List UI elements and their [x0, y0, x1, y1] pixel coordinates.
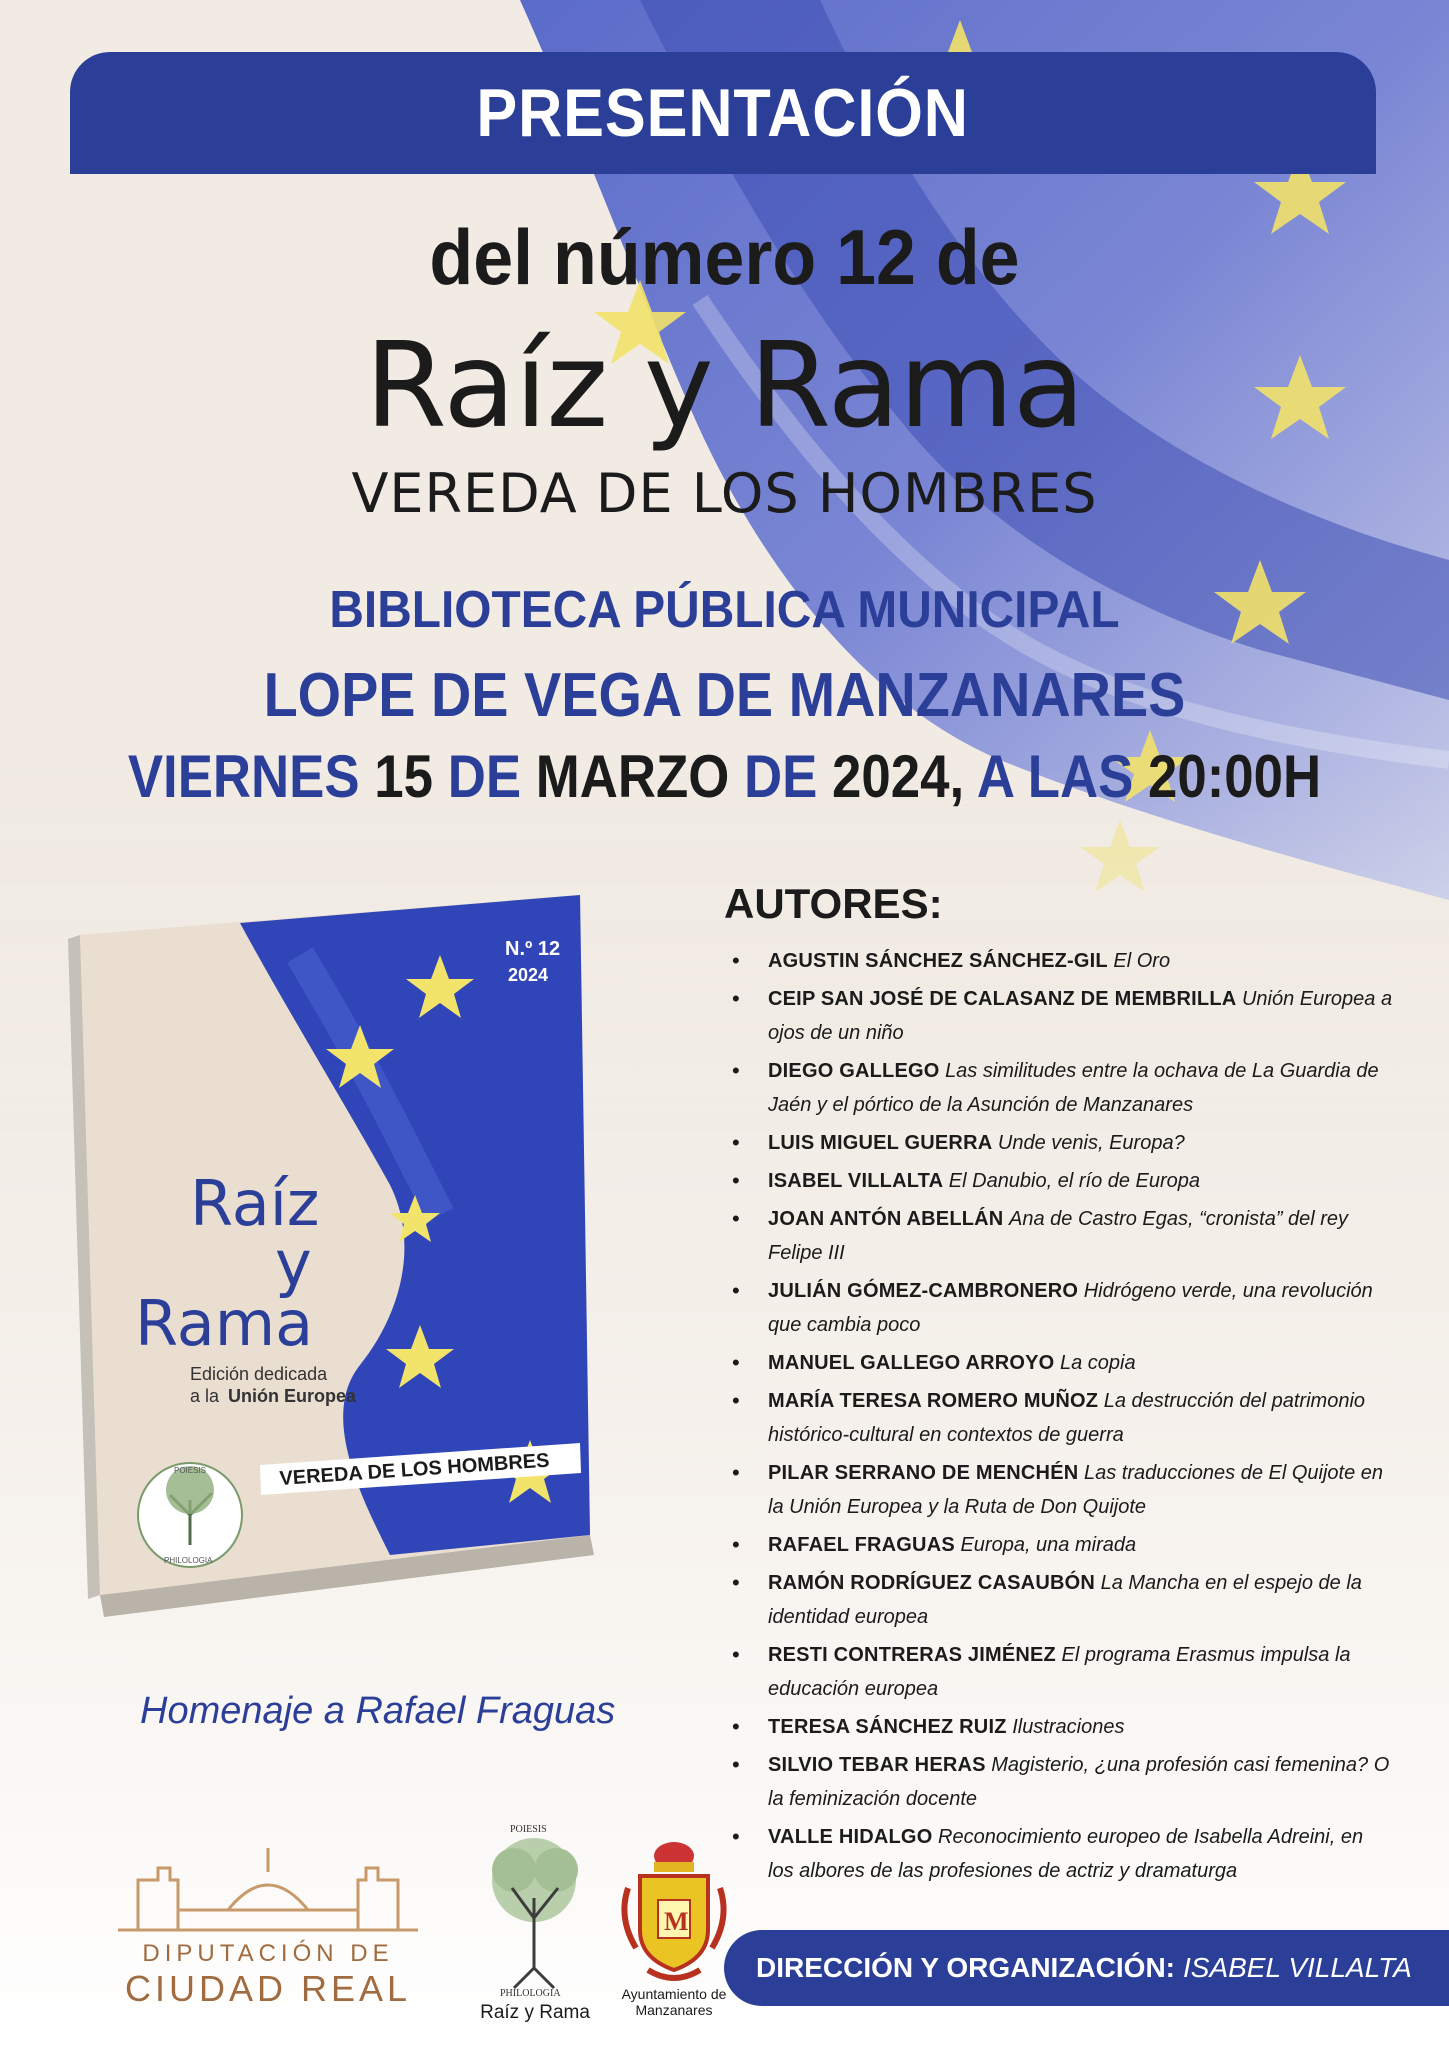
manzanares-shield-logo — [618, 1838, 730, 1986]
author-item — [724, 1710, 1394, 1744]
author-work: El Danubio, el río de Europa — [948, 1170, 1201, 1192]
author-work: Las traducciones de El Quijote en la Unión Europea y la Ruta de Don Quijote — [768, 1462, 1384, 1518]
bullet-icon: • — [732, 1206, 740, 1231]
cover-band: VEREDA DE LOS HOMBRES — [278, 1449, 551, 1490]
author-item — [724, 1346, 1394, 1380]
homenaje-text: Homenaje a Rafael Fraguas — [140, 1690, 616, 1732]
bullet-icon: • — [732, 1460, 740, 1485]
author-name: ISABEL VILLALTA — [768, 1170, 944, 1192]
author-name: AGUSTIN SÁNCHEZ SÁNCHEZ-GIL — [768, 950, 1108, 972]
bullet-icon: • — [732, 1168, 740, 1193]
banner-title: PRESENTACIÓN — [476, 75, 970, 151]
bullet-icon: • — [732, 1642, 740, 1667]
diputacion-line-1: DIPUTACIÓN DE — [142, 1940, 394, 1967]
shield-letter: M — [664, 1907, 689, 1936]
bullet-icon: • — [732, 1752, 740, 1777]
footer-label: DIRECCIÓN Y ORGANIZACIÓN: — [756, 1952, 1175, 1983]
author-work: Unde venis, Europa? — [997, 1132, 1185, 1154]
author-name: RESTI CONTRERAS JIMÉNEZ — [768, 1644, 1056, 1666]
cover-title-3: Rama — [135, 1287, 314, 1360]
magazine-title: Raíz y Rama — [364, 316, 1085, 454]
presentation-banner — [70, 52, 1376, 174]
bullet-icon: • — [732, 1130, 740, 1155]
author-name: CEIP SAN JOSÉ DE CALASANZ DE MEMBRILLA — [768, 988, 1237, 1010]
author-item — [724, 1274, 1394, 1342]
author-work: La Mancha en el espejo de la identidad europea — [768, 1572, 1362, 1628]
author-work: Hidrógeno verde, una revolución que cambia poco — [768, 1280, 1373, 1336]
author-item — [724, 1164, 1394, 1198]
author-item — [724, 1054, 1394, 1122]
date-time: 20:00H — [1147, 743, 1322, 810]
ayuntamiento-line-2: Manzanares — [635, 2002, 713, 2018]
author-work: Europa, una mirada — [960, 1534, 1137, 1556]
author-work: La copia — [1060, 1352, 1136, 1374]
author-name: MANUEL GALLEGO ARROYO — [768, 1352, 1055, 1374]
bullet-icon: • — [732, 1350, 740, 1375]
bullet-icon: • — [732, 1532, 740, 1557]
cover-edition-2 — [190, 1386, 357, 1406]
author-work: Unión Europea a ojos de un niño — [768, 988, 1393, 1044]
author-name: RAFAEL FRAGUAS — [768, 1534, 955, 1556]
author-name: JULIÁN GÓMEZ-CAMBRONERO — [768, 1280, 1079, 1302]
author-work: Magisterio, ¿una profesión casi femenina? O la feminización docente — [768, 1754, 1390, 1810]
venue-line-2: LOPE DE VEGA DE MANZANARES — [263, 661, 1186, 730]
author-item — [724, 1820, 1394, 1888]
poiesis-tree-logo — [468, 1818, 600, 1998]
author-name: VALLE HIDALGO — [768, 1826, 933, 1848]
author-item — [724, 1566, 1394, 1634]
venue-line-1: BIBLIOTECA PÚBLICA MUNICIPAL — [329, 581, 1120, 639]
cover-edition-1: Edición dedicada — [190, 1364, 328, 1384]
ayuntamiento-line-1: Ayuntamiento de — [621, 1986, 727, 2002]
cover-title-1: Raíz — [190, 1167, 320, 1240]
author-name: DIEGO GALLEGO — [768, 1060, 940, 1082]
magazine-subtitle: VEREDA DE LOS HOMBRES — [351, 462, 1098, 525]
author-work: Ilustraciones — [1012, 1716, 1125, 1738]
bullet-icon: • — [732, 1570, 740, 1595]
cover-issue: N.º 12 — [505, 938, 561, 960]
date-day: 15 — [374, 743, 434, 810]
author-work: Ana de Castro Egas, “cronista” del rey Felipe III — [768, 1208, 1349, 1264]
date-year: 2024, — [832, 743, 965, 810]
author-item — [724, 982, 1394, 1050]
cover-edition-2-prefix: a la — [190, 1386, 220, 1406]
date-a-las: A LAS — [976, 743, 1134, 810]
bullet-icon: • — [732, 1278, 740, 1303]
organization-footer — [724, 1930, 1449, 2006]
author-name: JOAN ANTÓN ABELLÁN — [768, 1208, 1004, 1230]
poiesis-bottom-text: PHILOLOGIA — [500, 1988, 561, 1998]
author-work: El Oro — [1113, 950, 1171, 972]
author-item — [724, 1748, 1394, 1816]
author-name: TERESA SÁNCHEZ RUIZ — [768, 1716, 1007, 1738]
author-name: SILVIO TEBAR HERAS — [768, 1754, 986, 1776]
authors-list — [724, 944, 1394, 1892]
cover-edition-2-bold: Unión Europea — [228, 1386, 357, 1406]
issue-subtitle: del número 12 de — [429, 213, 1020, 301]
cover-year: 2024 — [508, 965, 549, 985]
bullet-icon: • — [732, 1714, 740, 1739]
author-item — [724, 944, 1394, 978]
author-work: Las similitudes entre la ochava de La Guardia de Jaén y el pórtico de la Asunción de Manzanares — [768, 1060, 1379, 1116]
authors-heading: AUTORES: — [724, 880, 943, 927]
author-name: LUIS MIGUEL GUERRA — [768, 1132, 993, 1154]
author-work: El programa Erasmus impulsa la educación europea — [768, 1644, 1351, 1700]
author-item — [724, 1126, 1394, 1160]
bullet-icon: • — [732, 1058, 740, 1083]
date-de-1: DE — [447, 743, 522, 810]
bullet-icon: • — [732, 986, 740, 1011]
diputacion-line-2: CIUDAD REAL — [124, 1968, 412, 2009]
cover-seal-top: POIESIS — [174, 1466, 207, 1475]
poiesis-top-text: POIESIS — [510, 1824, 547, 1835]
bullet-icon: • — [732, 1824, 740, 1849]
author-item — [724, 1384, 1394, 1452]
date-day-name: VIERNES — [127, 743, 360, 810]
footer-value: ISABEL VILLALTA — [1183, 1952, 1412, 1983]
author-name: MARÍA TERESA ROMERO MUÑOZ — [768, 1390, 1099, 1412]
date-month: MARZO — [535, 743, 730, 810]
author-item — [724, 1456, 1394, 1524]
author-work: Reconocimiento europeo de Isabella Adreini, en los albores de las profesiones de actriz y dramaturga — [768, 1826, 1364, 1882]
author-name: PILAR SERRANO DE MENCHÉN — [768, 1462, 1079, 1484]
author-item — [724, 1528, 1394, 1562]
bullet-icon: • — [732, 948, 740, 973]
book-cover-image — [60, 895, 600, 1625]
author-work: La destrucción del patrimonio histórico-cultural en contextos de guerra — [768, 1390, 1366, 1446]
date-de-2: DE — [743, 743, 818, 810]
cover-title-2: y — [275, 1227, 312, 1300]
author-item — [724, 1638, 1394, 1706]
event-date — [87, 742, 1362, 811]
raiz-rama-logo-text: Raíz y Rama — [480, 2002, 590, 2023]
author-name: RAMÓN RODRÍGUEZ CASAUBÓN — [768, 1572, 1096, 1594]
cover-seal-bottom: PHILOLOGIA — [164, 1556, 213, 1565]
bullet-icon: • — [732, 1388, 740, 1413]
ayuntamiento-label — [612, 1986, 736, 2018]
author-item — [724, 1202, 1394, 1270]
